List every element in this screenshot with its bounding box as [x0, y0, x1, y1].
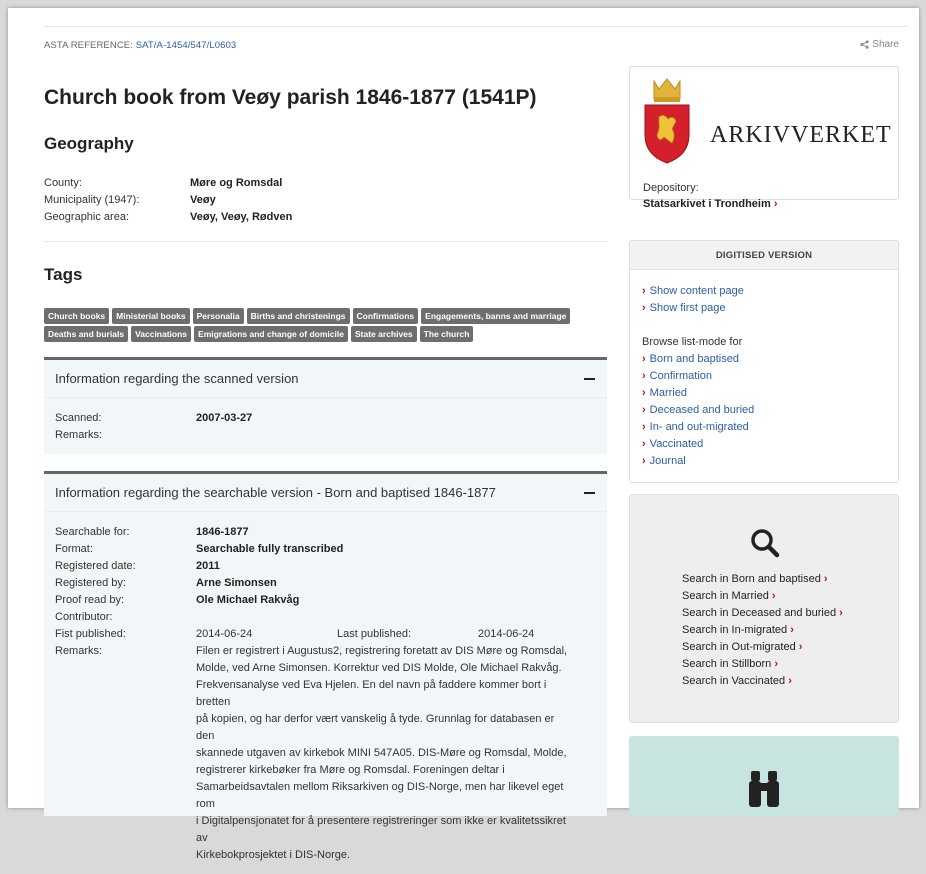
geography-heading: Geography [44, 134, 134, 153]
first-published-value: 2014-06-24 [196, 628, 253, 640]
show-content-link[interactable] [642, 283, 886, 300]
first-published-label: Fist published: [55, 628, 126, 640]
search-link[interactable] [682, 656, 843, 673]
link-label: Deceased and buried [649, 404, 755, 416]
browse-link[interactable] [642, 419, 886, 436]
area-label: Geographic area: [44, 211, 129, 223]
browse-link[interactable] [642, 402, 886, 419]
county-label: County: [44, 177, 82, 189]
remarks-line: Frekvensanalyse ved Eva Hjelen. En del navn på faddere kommer bort i bretten [196, 679, 547, 708]
minus-icon[interactable] [584, 492, 595, 494]
chevron-right-icon: › [790, 624, 794, 636]
depository-name: Statsarkivet i Trondheim [643, 198, 771, 210]
chevron-right-icon: › [642, 370, 646, 382]
detail-row [55, 626, 596, 643]
link-label: Vaccinated [649, 438, 704, 450]
tag[interactable]: Emigrations and change of domicile [194, 326, 348, 342]
detail-row [55, 575, 596, 592]
county-value: Møre og Romsdal [190, 177, 283, 189]
depository-card [629, 66, 899, 210]
tag[interactable]: Vaccinations [131, 326, 191, 342]
link-label: Search in Deceased and buried [682, 607, 837, 619]
remarks-line: i Digitalpensjonatet for å presentere registreringer som ikke er kvalitetssikret av [196, 815, 566, 844]
tag[interactable]: Deaths and burials [44, 326, 128, 342]
chevron-right-icon: › [771, 590, 776, 602]
chevron-right-icon: › [642, 353, 646, 365]
tag-row [44, 308, 607, 324]
remarks-row [55, 427, 596, 444]
detail-row [55, 592, 596, 609]
scanned-panel-title: Information regarding the scanned version [55, 371, 299, 386]
digitised-version-card [629, 240, 899, 483]
asta-reference [44, 40, 236, 51]
chevron-right-icon: › [642, 438, 646, 450]
link-label: Married [649, 387, 687, 399]
link-label: Search in In-migrated [682, 624, 788, 636]
tag[interactable]: Personalia [193, 308, 244, 324]
depository-label: Depository: [643, 182, 699, 194]
detail-row [55, 541, 596, 558]
detail-row [55, 524, 596, 541]
link-label: Show content page [649, 285, 744, 297]
wordmark: ARKIVVERKET [710, 122, 892, 148]
link-label: Born and baptised [649, 353, 739, 365]
last-published-label: Last published: [337, 628, 411, 640]
digitised-body [630, 270, 898, 483]
link-label: Confirmation [649, 370, 713, 382]
tag-row [44, 326, 607, 342]
detail-row [55, 643, 596, 864]
search-link[interactable] [682, 622, 843, 639]
municipality-label: Municipality (1947): [44, 194, 140, 206]
link-label: Show first page [649, 302, 726, 314]
searchable-panel-title: Information regarding the searchable version - Born and baptised 1846-1877 [55, 485, 496, 500]
chevron-right-icon: › [642, 421, 646, 433]
searchable-for-value: 1846-1877 [196, 526, 249, 538]
browse-link[interactable] [642, 385, 886, 402]
remarks-line: Filen er registrert i Augustus2, registrering foretatt av DIS Møre og Romsdal, [196, 645, 568, 657]
searchable-version-panel [44, 471, 607, 861]
scanned-version-panel [44, 357, 607, 454]
remarks-line: på kopien, og har derfor vært vanskelig å tyde. Grunnlag for databasen er den [196, 713, 555, 742]
tag[interactable]: Births and christenings [247, 308, 350, 324]
browse-link[interactable] [642, 368, 886, 385]
digitised-heading: DIGITISED VERSION [630, 241, 898, 270]
reference-label: ASTA REFERENCE: [44, 40, 133, 51]
remarks-line: registrerer kirkebøker fra Møre og Romsdal. Foreningen deltar i [196, 764, 505, 776]
share-label: Share [872, 39, 899, 50]
tag[interactable]: The church [420, 326, 474, 342]
remarks-line: Kirkebokprosjektet i DIS-Norge. [196, 849, 351, 861]
contributor-label: Contributor: [55, 611, 113, 623]
link-label: Search in Married [682, 590, 769, 602]
explore-card[interactable] [629, 736, 899, 816]
scanned-label: Scanned: [55, 412, 102, 424]
link-label: In- and out-migrated [649, 421, 749, 433]
tag[interactable]: Confirmations [353, 308, 419, 324]
chevron-right-icon: › [642, 455, 646, 467]
format-value: Searchable fully transcribed [196, 543, 344, 555]
divider [44, 241, 607, 242]
registered-by-label: Registered by: [55, 577, 126, 589]
detail-row [55, 609, 596, 626]
geo-row-county [44, 175, 292, 192]
scanned-row [55, 410, 596, 427]
search-card [629, 494, 899, 723]
search-link[interactable] [682, 673, 843, 690]
chevron-right-icon: › [773, 198, 778, 210]
geography-list [44, 175, 292, 226]
remarks-text [196, 643, 571, 864]
geo-row-area [44, 209, 292, 226]
proof-read-value: Ole Michael Rakvåg [196, 594, 300, 606]
page-title: Church book from Veøy parish 1846-1877 (1541P) [44, 86, 537, 109]
scanned-value: 2007-03-27 [196, 412, 253, 424]
top-divider [44, 26, 907, 27]
share-button[interactable] [860, 39, 899, 50]
search-icon [750, 528, 780, 558]
search-link[interactable] [682, 605, 843, 622]
registered-by-value: Arne Simonsen [196, 577, 277, 589]
remarks-label: Remarks: [55, 645, 103, 657]
chevron-right-icon: › [642, 387, 646, 399]
search-link[interactable] [682, 588, 843, 605]
link-label: Search in Vaccinated [682, 675, 786, 687]
page-frame [8, 8, 919, 861]
link-label: Search in Born and baptised [682, 573, 821, 585]
geo-row-municipality [44, 192, 292, 209]
registered-date-label: Registered date: [55, 560, 136, 572]
chevron-right-icon: › [642, 285, 646, 297]
chevron-right-icon: › [788, 675, 792, 687]
tags-heading: Tags [44, 265, 83, 284]
remarks-line: skannede utgaven av kirkebok MINI 547A05. DIS-Møre og Romsdal, Molde, [196, 747, 567, 759]
chevron-right-icon: › [839, 607, 843, 619]
searchable-panel-header[interactable] [44, 474, 607, 512]
tags-list [44, 308, 607, 344]
share-icon [860, 40, 869, 49]
depository-link[interactable] [643, 198, 778, 210]
link-label: Search in Stillborn [682, 658, 772, 670]
area-value: Veøy, Veøy, Rødven [190, 211, 293, 223]
searchable-for-label: Searchable for: [55, 526, 130, 538]
browse-link[interactable] [642, 351, 886, 368]
chevron-right-icon: › [642, 404, 646, 416]
tag[interactable]: Church books [44, 308, 109, 324]
chevron-right-icon: › [774, 658, 779, 670]
browse-label: Browse list-mode for [642, 336, 743, 348]
reference-link[interactable]: SAT/A-1454/547/L0603 [135, 40, 237, 51]
format-label: Format: [55, 543, 93, 555]
remarks-label: Remarks: [55, 429, 103, 441]
binoculars-icon [748, 767, 780, 807]
last-published-value: 2014-06-24 [478, 628, 535, 640]
browse-link[interactable] [642, 436, 886, 453]
remarks-line: Molde, ved Arne Simonsen. Korrektur ved DIS Molde, Ole Michael Rakvåg. [196, 662, 562, 674]
link-label: Journal [649, 455, 686, 467]
tag[interactable]: Ministerial books [112, 308, 189, 324]
municipality-value: Veøy [190, 194, 216, 206]
remarks-line: Samarbeidsavtalen mellom Riksarkiven og DIS-Norge, men har likevel eget rom [196, 781, 564, 810]
tag[interactable]: State archives [351, 326, 417, 342]
minus-icon[interactable] [584, 378, 595, 380]
detail-row [55, 558, 596, 575]
spacer [642, 317, 886, 334]
scanned-panel-body [44, 398, 607, 454]
chevron-right-icon: › [823, 573, 828, 585]
crest-icon [642, 77, 692, 165]
browse-link[interactable] [642, 453, 886, 470]
search-link[interactable] [682, 639, 843, 656]
chevron-right-icon: › [642, 302, 646, 314]
show-first-link[interactable] [642, 300, 886, 317]
tag[interactable]: Engagements, banns and marriage [421, 308, 570, 324]
link-label: Search in Out-migrated [682, 641, 796, 653]
chevron-right-icon: › [798, 641, 803, 653]
searchable-panel-body [44, 512, 607, 874]
proof-read-label: Proof read by: [55, 594, 125, 606]
scanned-panel-header[interactable] [44, 360, 607, 398]
search-links [682, 571, 843, 690]
search-link[interactable] [682, 571, 843, 588]
registered-date-value: 2011 [196, 560, 220, 572]
